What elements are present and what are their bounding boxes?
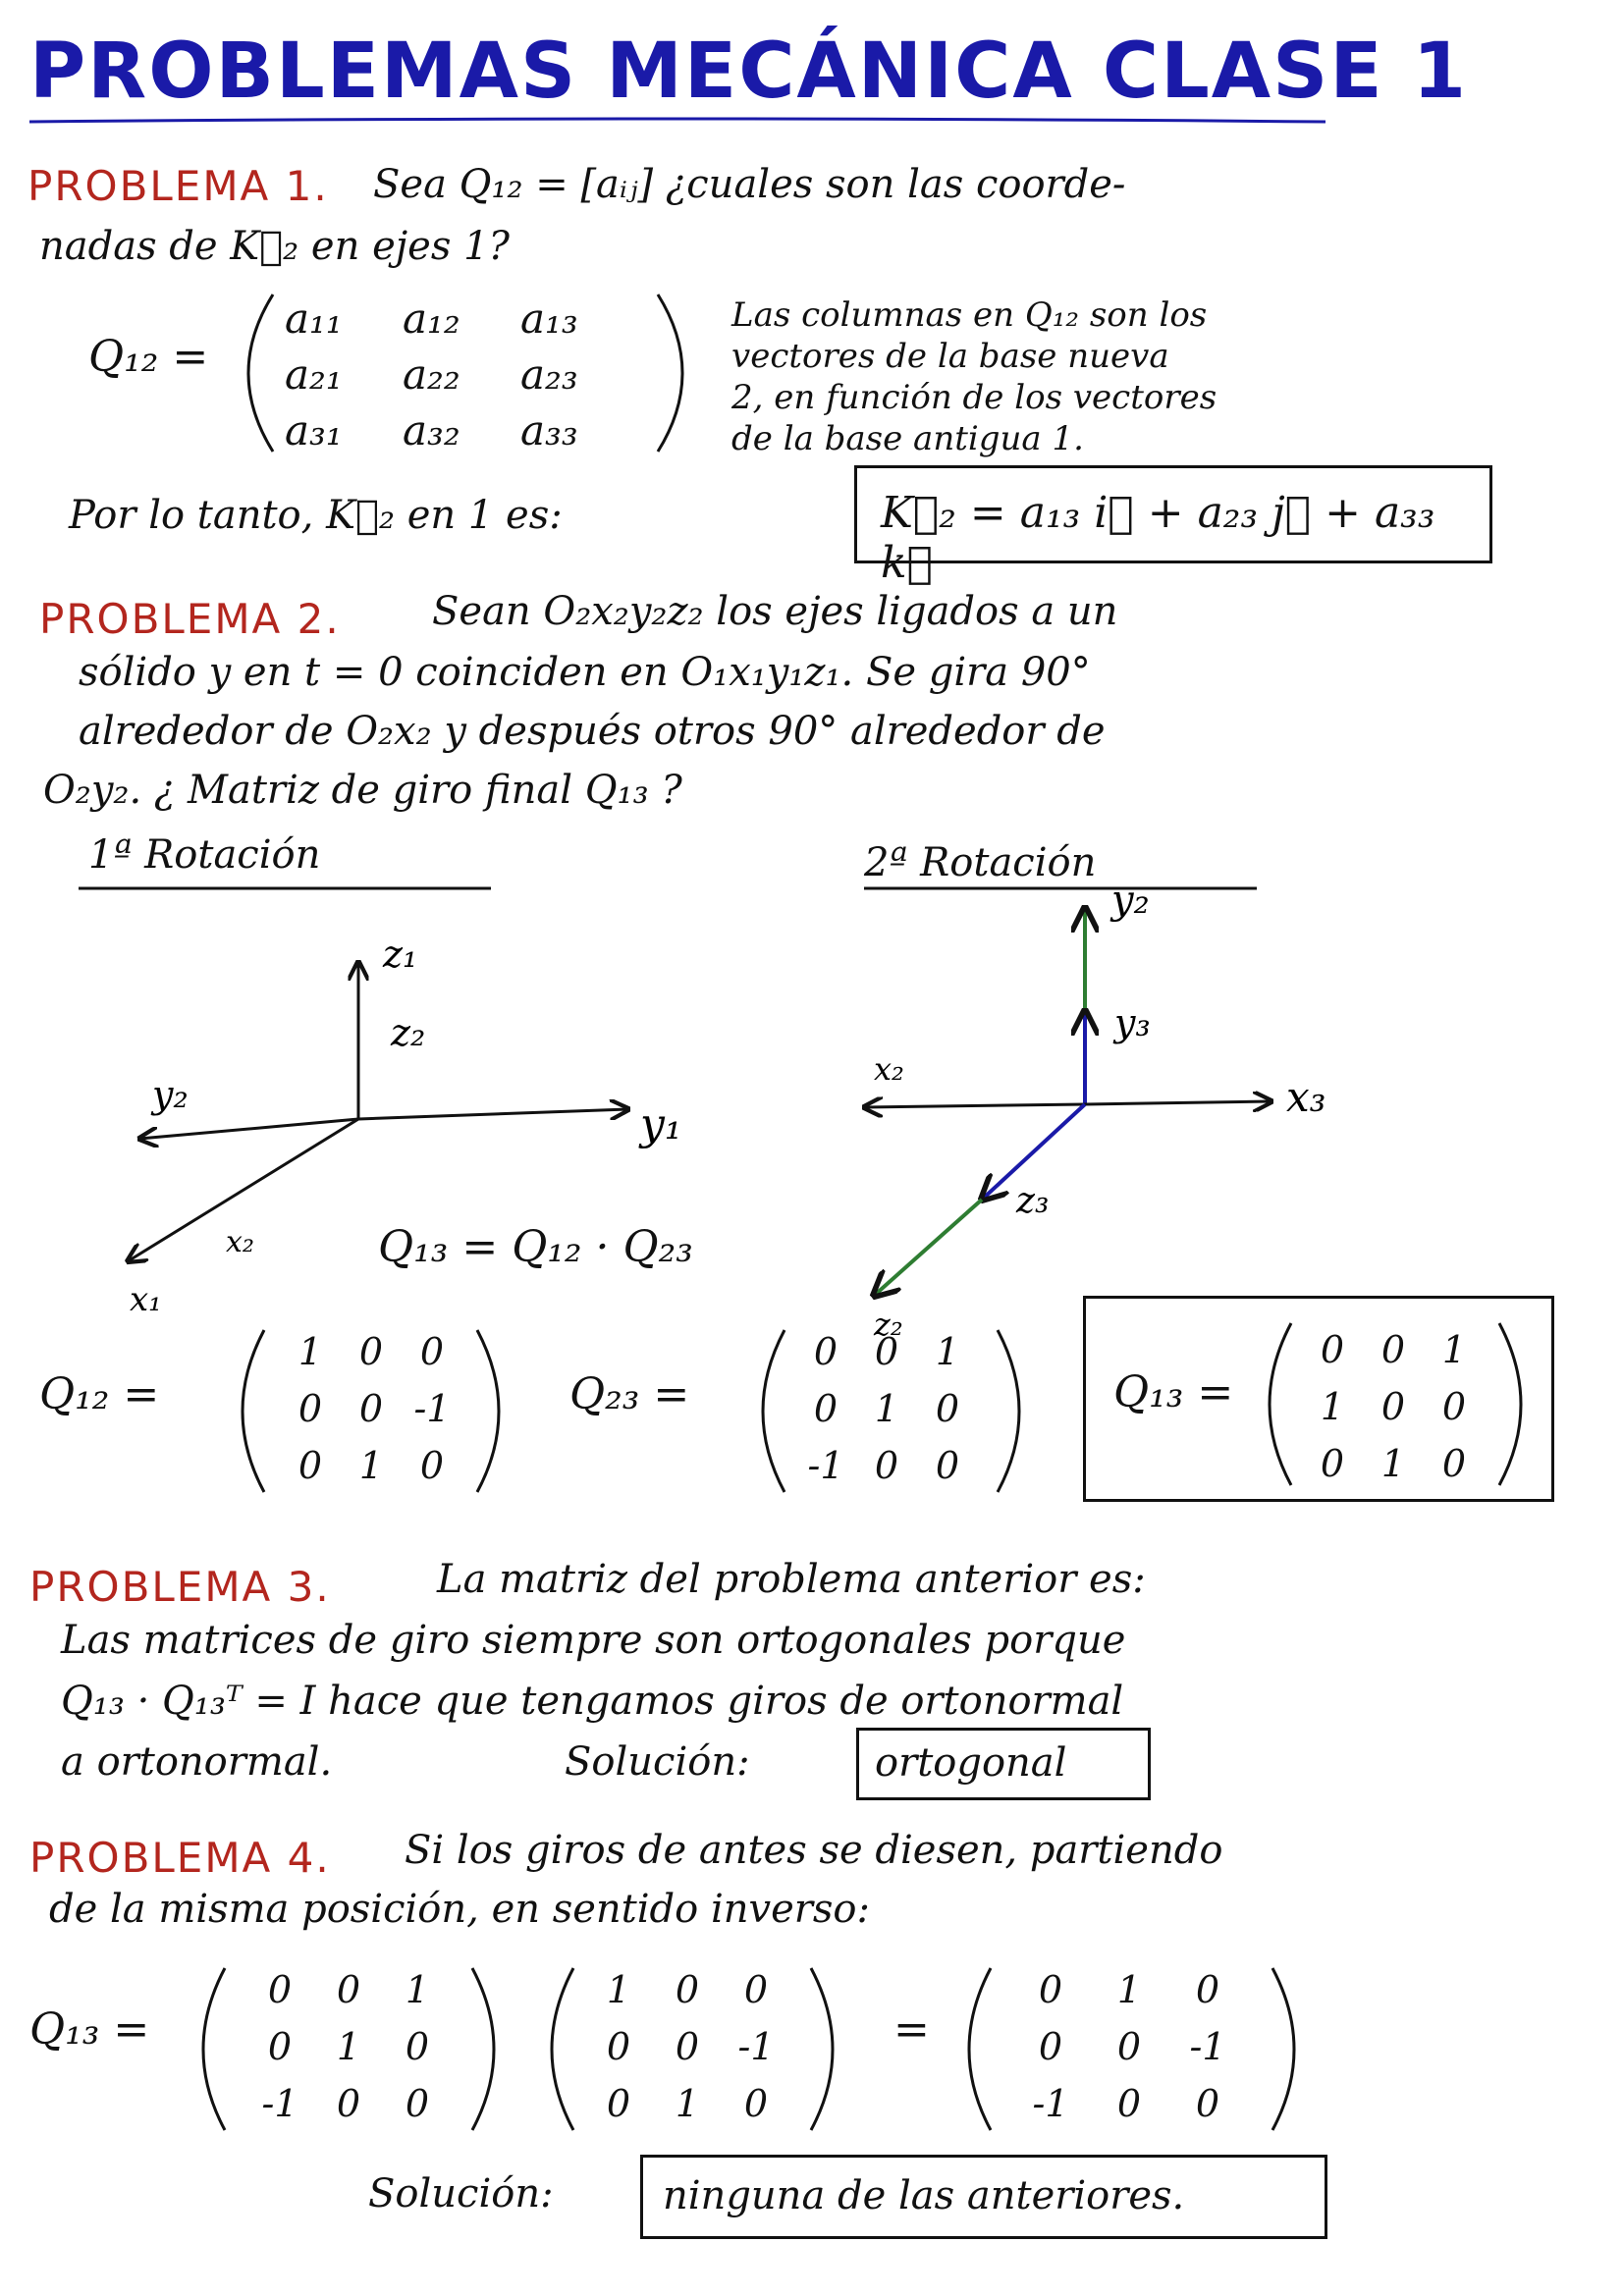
matrix-cell: a₁₂ xyxy=(403,294,460,343)
note-line: de la base antigua 1. xyxy=(731,419,1084,458)
axis-z2 xyxy=(874,1200,982,1296)
matrix-cell: 0 xyxy=(405,2082,430,2125)
matrix-cell: a₃₁ xyxy=(285,406,343,454)
matrix-cell: a₂₁ xyxy=(285,350,343,399)
matrix-cell: -1 xyxy=(413,1387,451,1430)
matrix-cell: 0 xyxy=(743,2082,769,2125)
left-paren xyxy=(530,1963,579,2135)
matrix-cell: 0 xyxy=(813,1387,839,1430)
matrix-cell: 0 xyxy=(675,1968,700,2011)
matrix-cell: 1 xyxy=(336,2025,361,2068)
right-paren xyxy=(992,1325,1041,1497)
matrix-cell: 0 xyxy=(358,1330,384,1373)
matrix-cell: -1 xyxy=(807,1444,844,1487)
problem-3-solution-box: ortogonal xyxy=(856,1728,1151,1800)
problem-2-line: Sean O₂x₂y₂z₂ los ejes ligados a un xyxy=(432,589,1118,634)
matrix-cell: 0 xyxy=(298,1444,323,1487)
matrix-cell: 1 xyxy=(1320,1385,1345,1428)
matrix-cell: 0 xyxy=(1116,2082,1142,2125)
matrix-cell: 0 xyxy=(813,1330,839,1373)
label-y2: y₂ xyxy=(152,1073,189,1116)
matrix-cell: a₃₃ xyxy=(520,406,578,454)
problem-1-answer-box: K⃗₂ = a₁₃ i⃗ + a₂₃ j⃗ + a₃₃ k⃗ xyxy=(854,465,1492,563)
matrix-cell: 0 xyxy=(1320,1442,1345,1485)
problem-3-line: La matriz del problema anterior es: xyxy=(437,1557,1146,1602)
problem-4-line1: Si los giros de antes se diesen, partiendo xyxy=(405,1828,1223,1873)
equals-sign: = xyxy=(893,2004,930,2055)
p4-result-matrix xyxy=(1011,1968,1257,2125)
matrix-cell: a₁₁ xyxy=(285,294,343,343)
title-underline xyxy=(29,116,1325,128)
label-x1: x₁ xyxy=(130,1280,162,1319)
matrix-cell: 0 xyxy=(1380,1328,1406,1371)
left-paren xyxy=(224,290,283,456)
matrix-cell: 1 xyxy=(874,1387,899,1430)
left-paren xyxy=(182,1963,231,2135)
problem-1-note xyxy=(731,294,1217,459)
p4-q13-label: Q₁₃ = xyxy=(29,2004,150,2055)
note-line: Las columnas en Q₁₂ son los xyxy=(731,295,1208,335)
matrix-cell: 0 xyxy=(675,2025,700,2068)
product-formula: Q₁₃ = Q₁₂ · Q₂₃ xyxy=(378,1222,693,1272)
page-title: PROBLEMAS MECÁNICA CLASE 1 xyxy=(29,27,1469,116)
matrix-cell: -1 xyxy=(1189,2025,1226,2068)
matrix-cell: a₃₂ xyxy=(403,406,460,454)
q13-matrix xyxy=(1302,1328,1498,1485)
q12-matrix xyxy=(280,1330,476,1487)
matrix-cell: 1 xyxy=(606,1968,631,2011)
matrix-cell: 0 xyxy=(606,2025,631,2068)
q23-label: Q₂₃ = xyxy=(569,1369,690,1419)
right-paren xyxy=(471,1325,520,1497)
right-paren xyxy=(466,1963,515,2135)
matrix-cell: 0 xyxy=(606,2082,631,2125)
matrix-cell: 0 xyxy=(419,1444,445,1487)
matrix-cell: 1 xyxy=(405,1968,430,2011)
q13-answer-box xyxy=(1083,1296,1554,1502)
q23-matrix xyxy=(795,1330,992,1487)
problem-3-label: PROBLEMA 3. xyxy=(29,1563,331,1611)
matrix-cell: a₂₃ xyxy=(520,350,578,399)
rotation-2-title: 2ª Rotación xyxy=(864,840,1097,885)
label-z1: z₁ xyxy=(383,933,418,976)
matrix-cell: 0 xyxy=(1038,2025,1063,2068)
problem-4-solution-box: ninguna de las anteriores. xyxy=(640,2155,1327,2239)
matrix-cell: 0 xyxy=(1380,1385,1406,1428)
matrix-cell: 0 xyxy=(1195,1968,1220,2011)
problem-2-line: sólido y en t = 0 coinciden en O₁x₁y₁z₁. Se gira 90° xyxy=(79,650,1091,695)
matrix-cell: 0 xyxy=(1441,1442,1467,1485)
matrix-cell: a₁₃ xyxy=(520,294,578,343)
note-line: 2, en función de los vectores xyxy=(731,378,1217,417)
label-y2: y₂ xyxy=(1111,883,1150,923)
axis-x3 xyxy=(1085,1101,1271,1104)
matrix-cell: 0 xyxy=(1038,1968,1063,2011)
p4-matrix-2 xyxy=(584,1968,800,2125)
rotation-2-diagram xyxy=(835,883,1375,1355)
matrix-cell: 0 xyxy=(358,1387,384,1430)
matrix-cell: 0 xyxy=(405,2025,430,2068)
matrix-cell: -1 xyxy=(737,2025,775,2068)
matrix-cell: 0 xyxy=(298,1387,323,1430)
matrix-cell: 0 xyxy=(336,2082,361,2125)
problem-1-conclusion: Por lo tanto, K⃗₂ en 1 es: xyxy=(69,493,563,538)
matrix-cell: 0 xyxy=(874,1444,899,1487)
problem-2-line: alrededor de O₂x₂ y después otros 90° alrededor de xyxy=(79,709,1106,754)
left-paren xyxy=(947,1963,997,2135)
q12-label: Q₁₂ = xyxy=(39,1369,160,1419)
label-y1: y₁ xyxy=(640,1099,682,1149)
problem-2-line: O₂y₂. ¿ Matriz de giro final Q₁₃ ? xyxy=(43,768,682,813)
label-z3: z₃ xyxy=(1016,1181,1050,1221)
right-paren xyxy=(1267,1963,1316,2135)
matrix-cell: 1 xyxy=(935,1330,960,1373)
matrix-cell: 0 xyxy=(267,2025,293,2068)
problem-3-line: a ortonormal. xyxy=(61,1739,333,1785)
matrix-cell: a₂₂ xyxy=(403,350,460,399)
right-paren xyxy=(1493,1318,1542,1490)
problem-4-label: PROBLEMA 4. xyxy=(29,1834,331,1882)
label-z2: z₂ xyxy=(874,1306,903,1343)
axis-x2 xyxy=(864,1104,1085,1107)
matrix-cell: 1 xyxy=(675,2082,700,2125)
matrix-cell: 0 xyxy=(935,1444,960,1487)
problem-1-q-label: Q₁₂ = xyxy=(88,332,209,382)
matrix-cell: 1 xyxy=(1116,1968,1142,2011)
axis-y2 xyxy=(139,1119,358,1139)
matrix-cell: 0 xyxy=(1441,1385,1467,1428)
axis-y1 xyxy=(358,1109,628,1119)
right-paren xyxy=(805,1963,854,2135)
matrix-cell: 0 xyxy=(1195,2082,1220,2125)
matrix-cell: 0 xyxy=(267,1968,293,2011)
p4-matrix-1 xyxy=(245,1968,461,2125)
left-paren xyxy=(1248,1318,1297,1490)
problem-4-line2: de la misma posición, en sentido inverso: xyxy=(49,1887,870,1932)
label-x2: x₂ xyxy=(226,1225,254,1259)
matrix-cell: 0 xyxy=(336,1968,361,2011)
matrix-cell: 1 xyxy=(1441,1328,1467,1371)
matrix-cell: -1 xyxy=(261,2082,298,2125)
label-x3: x₃ xyxy=(1286,1073,1326,1121)
rotation-1-underline xyxy=(79,883,496,893)
matrix-cell: 0 xyxy=(1116,2025,1142,2068)
label-z2: z₂ xyxy=(391,1011,426,1054)
left-paren xyxy=(221,1325,270,1497)
matrix-cell: 1 xyxy=(298,1330,323,1373)
matrix-cell: 0 xyxy=(1320,1328,1345,1371)
left-paren xyxy=(741,1325,790,1497)
problem-3-solution-label: Solución: xyxy=(565,1739,750,1785)
matrix-cell: 1 xyxy=(1380,1442,1406,1485)
matrix-cell: 1 xyxy=(358,1444,384,1487)
label-x2: x₂ xyxy=(874,1050,904,1088)
problem-1-line2: nadas de K⃗₂ en ejes 1? xyxy=(39,224,510,269)
problem-4-solution-label: Solución: xyxy=(368,2171,554,2216)
matrix-cell: -1 xyxy=(1032,2082,1069,2125)
problem-1-label: PROBLEMA 1. xyxy=(27,162,329,210)
label-y3: y₃ xyxy=(1114,1001,1151,1044)
problem-3-line: Las matrices de giro siempre son ortogonales porque xyxy=(61,1618,1126,1663)
note-line: vectores de la base nueva xyxy=(731,337,1169,376)
problem-2-label: PROBLEMA 2. xyxy=(39,595,341,643)
matrix-cell: 0 xyxy=(874,1330,899,1373)
matrix-cell: 0 xyxy=(935,1387,960,1430)
matrix-cell: 0 xyxy=(419,1330,445,1373)
q13-label: Q₁₃ = xyxy=(1113,1367,1234,1417)
matrix-cell: 0 xyxy=(743,1968,769,2011)
problem-1-line1: Sea Q₁₂ = [aᵢⱼ] ¿cuales son las coorde- xyxy=(373,162,1126,207)
problem-3-line: Q₁₃ · Q₁₃ᵀ = I hace que tengamos giros de ortonormal xyxy=(61,1679,1124,1724)
rotation-1-title: 1ª Rotación xyxy=(88,832,321,878)
problem-1-matrix xyxy=(285,294,658,454)
